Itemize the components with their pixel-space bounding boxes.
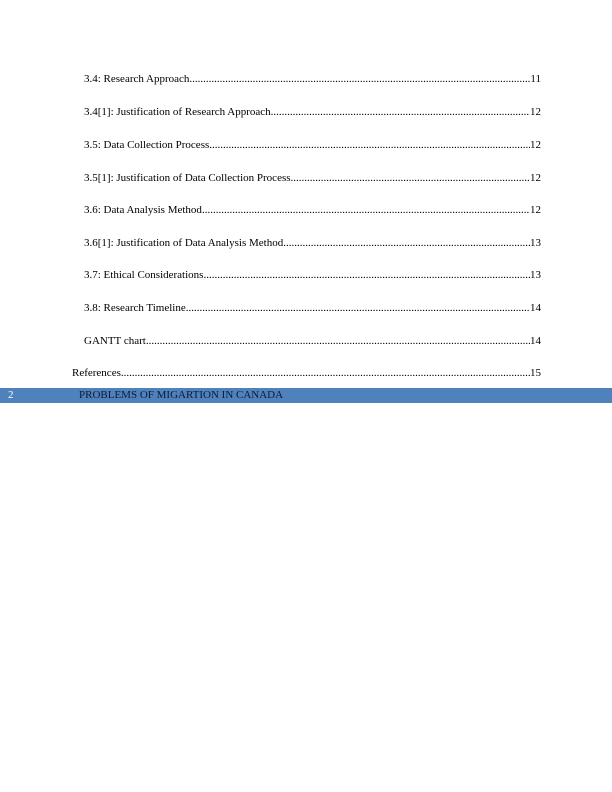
toc-entry-page: 13 — [530, 269, 541, 281]
toc-entry-ethical-considerations[interactable] — [84, 268, 541, 282]
toc-dot-leader — [189, 72, 530, 86]
toc-entry-data-collection-process[interactable] — [84, 138, 541, 152]
toc-entry-title: 3.6: Data Analysis Method — [84, 204, 202, 216]
toc-dot-leader — [209, 138, 530, 152]
toc-dot-leader — [186, 301, 530, 315]
running-header-title: PROBLEMS OF MIGARTION IN CANADA — [79, 389, 284, 401]
toc-dot-leader — [146, 334, 530, 348]
toc-entry-title: 3.4: Research Approach — [84, 73, 190, 85]
toc-entry-page: 14 — [530, 335, 541, 347]
toc-entry-page: 15 — [530, 367, 541, 379]
toc-entry-research-timeline[interactable] — [84, 301, 541, 315]
toc-entry-title: 3.5[1]: Justification of Data Collection Process — [84, 172, 291, 184]
toc-entry-page: 11 — [530, 73, 541, 85]
toc-entry-research-approach[interactable] — [84, 72, 541, 86]
page-header-bar — [0, 388, 612, 403]
toc-entry-data-analysis-method[interactable] — [84, 203, 541, 217]
toc-entry-title: 3.7: Ethical Considerations — [84, 269, 204, 281]
toc-entry-title: 3.4[1]: Justification of Research Approach — [84, 106, 271, 118]
toc-entry-title: References — [72, 367, 121, 379]
toc-entry-references[interactable] — [72, 366, 541, 380]
toc-entry-page: 13 — [530, 237, 541, 249]
toc-entry-page: 12 — [530, 106, 541, 118]
toc-entry-justification-data-collection[interactable] — [84, 171, 541, 185]
toc-entry-title: 3.5: Data Collection Process — [84, 139, 210, 151]
page-number: 2 — [8, 389, 14, 401]
toc-entry-page: 12 — [530, 172, 541, 184]
toc-entry-page: 14 — [530, 302, 541, 314]
toc-dot-leader — [291, 171, 530, 185]
toc-entry-page: 12 — [530, 204, 541, 216]
toc-entry-page: 12 — [530, 139, 541, 151]
toc-entry-justification-data-analysis[interactable] — [84, 236, 541, 250]
toc-entry-title: 3.8: Research Timeline — [84, 302, 186, 314]
toc-dot-leader — [121, 366, 530, 380]
toc-entry-title: 3.6[1]: Justification of Data Analysis Method — [84, 237, 284, 249]
toc-dot-leader — [283, 236, 530, 250]
toc-dot-leader — [203, 268, 530, 282]
toc-dot-leader — [202, 203, 530, 217]
toc-entry-title: GANTT chart — [84, 335, 146, 347]
toc-entry-justification-research-approach[interactable] — [84, 105, 541, 119]
toc-entry-gantt-chart[interactable] — [84, 334, 541, 348]
toc-dot-leader — [271, 105, 530, 119]
